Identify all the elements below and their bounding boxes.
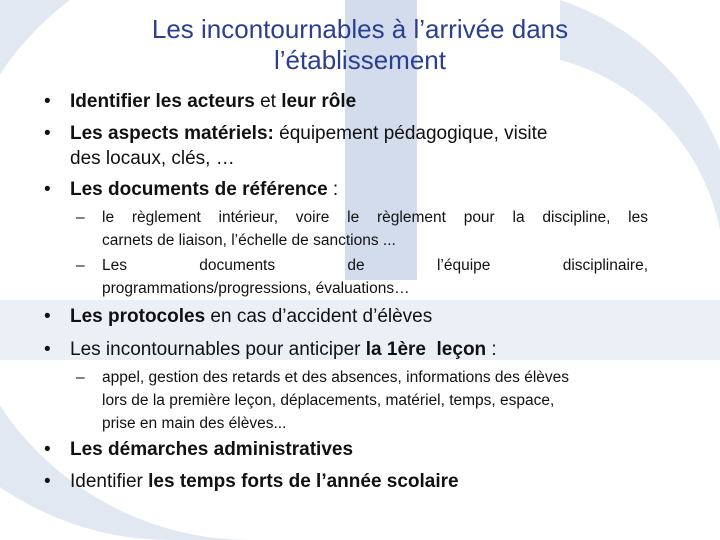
dash-marker: – (76, 369, 85, 386)
bullet-marker: • (44, 306, 51, 327)
title-line-2: l’établissement (274, 45, 446, 75)
sub-item-line: prise en main des élèves... (102, 415, 287, 432)
sub-item-line: carnets de liaison, l’échelle de sanctions ... (102, 232, 396, 249)
bullet-text: équipement pédagogique, visite (273, 123, 548, 144)
bullet-bold-text: Identifier les acteurs (70, 91, 255, 112)
bullet-bold-text: les temps forts de l’année scolaire (148, 471, 459, 492)
bullet-bold-text: la 1ère leçon (365, 339, 487, 360)
bullet-text: et (254, 91, 282, 112)
dash-marker: – (76, 257, 85, 274)
bullet-marker: • (44, 179, 51, 200)
bullet-text: Identifier (70, 471, 149, 492)
bullet-bold-text: Les protocoles (70, 306, 206, 327)
bullet-marker: • (44, 471, 51, 492)
bullet-bold-text: leur rôle (281, 91, 357, 112)
bullet-text: des locaux, clés, … (70, 148, 235, 169)
sub-item-line: le règlement intérieur, voire le règlement pour la discipline, les (102, 209, 648, 226)
bullet-bold-text: Les aspects matériels: (70, 123, 274, 144)
bullet-marker: • (44, 339, 51, 360)
sub-item-line: programmations/progressions, évaluations… (102, 280, 410, 297)
bullet-bold-text: Les démarches administratives (70, 439, 354, 460)
bullet-marker: • (44, 91, 51, 112)
sub-item-line: lors de la première leçon, déplacements, matériel, temps, espace, (102, 392, 555, 409)
bullet-bold-text: Les documents de référence (70, 179, 328, 200)
slide-title (60, 14, 660, 76)
bullet-text: en cas d’accident d’élèves (205, 306, 433, 327)
dash-marker: – (76, 209, 85, 226)
bullet-marker: • (44, 439, 51, 460)
title-line-1: Les incontournables à l’arrivée dans (151, 14, 569, 44)
sub-item-line: appel, gestion des retards et des absences, informations des élèves (102, 369, 569, 386)
sub-item-line: Les documents de l’équipe disciplinaire, (102, 257, 648, 274)
bullet-marker: • (44, 123, 51, 144)
bullet-text: : (486, 339, 497, 360)
bullet-text: : (327, 179, 339, 200)
bullet-text: Les incontournables pour anticiper (70, 339, 366, 360)
